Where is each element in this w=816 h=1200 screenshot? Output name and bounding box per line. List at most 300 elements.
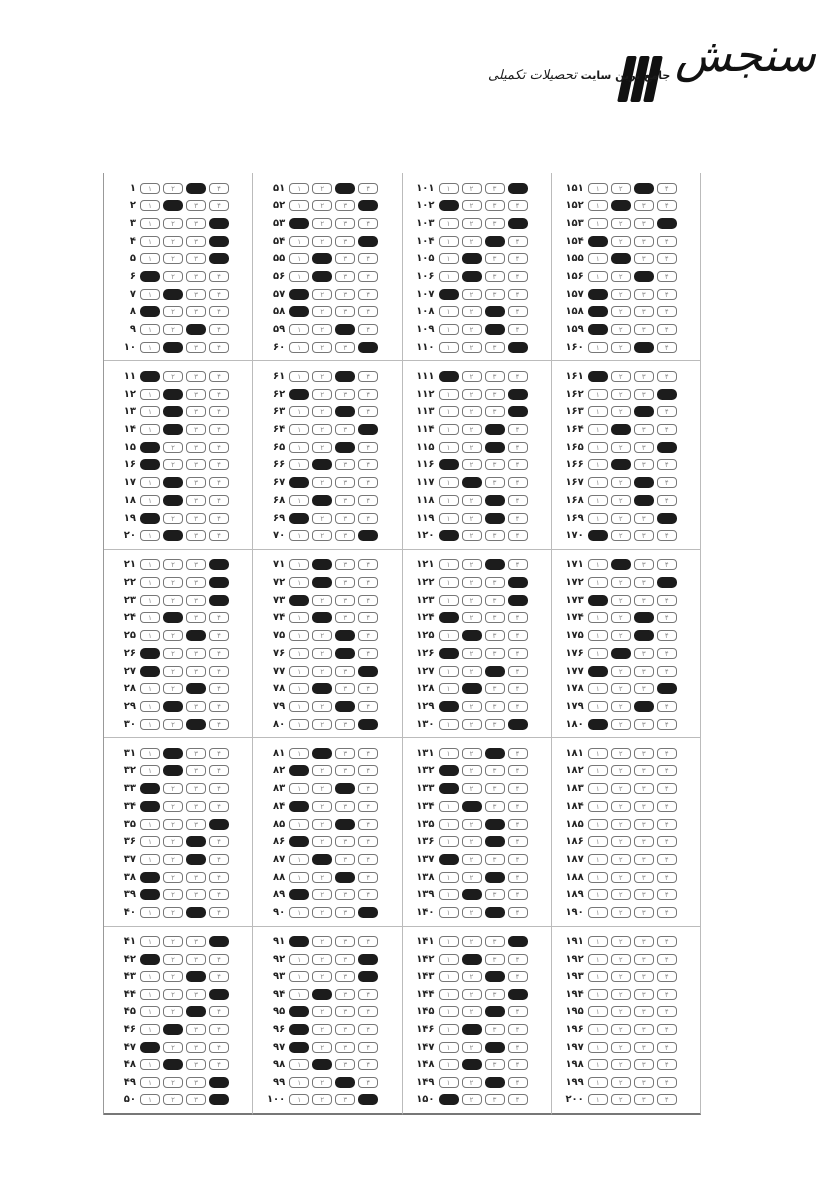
answer-bubble-filled[interactable] bbox=[439, 371, 459, 382]
answer-bubble[interactable]: ۴ bbox=[508, 324, 528, 335]
answer-bubble-filled[interactable] bbox=[508, 989, 528, 1000]
answer-bubble[interactable]: ۱ bbox=[439, 424, 459, 435]
answer-bubble[interactable]: ۴ bbox=[209, 783, 229, 794]
answer-bubble-filled[interactable] bbox=[485, 666, 505, 677]
answer-bubble-filled[interactable] bbox=[358, 666, 378, 677]
answer-bubble[interactable]: ۳ bbox=[186, 954, 206, 965]
answer-bubble[interactable]: ۴ bbox=[508, 872, 528, 883]
answer-bubble[interactable]: ۱ bbox=[439, 1059, 459, 1070]
answer-bubble[interactable]: ۴ bbox=[657, 872, 677, 883]
answer-bubble[interactable]: ۱ bbox=[439, 872, 459, 883]
answer-bubble[interactable]: ۴ bbox=[508, 442, 528, 453]
answer-bubble[interactable]: ۳ bbox=[634, 424, 654, 435]
answer-bubble-filled[interactable] bbox=[508, 406, 528, 417]
answer-bubble-filled[interactable] bbox=[462, 889, 482, 900]
answer-bubble[interactable]: ۱ bbox=[588, 854, 608, 865]
answer-bubble[interactable]: ۲ bbox=[312, 1094, 332, 1105]
answer-bubble[interactable]: ۲ bbox=[611, 324, 631, 335]
answer-bubble[interactable]: ۱ bbox=[289, 971, 309, 982]
answer-bubble[interactable]: ۲ bbox=[312, 342, 332, 353]
answer-bubble-filled[interactable] bbox=[163, 701, 183, 712]
answer-bubble[interactable]: ۴ bbox=[358, 577, 378, 588]
answer-bubble[interactable]: ۲ bbox=[611, 595, 631, 606]
answer-bubble-filled[interactable] bbox=[485, 1077, 505, 1088]
answer-bubble[interactable]: ۴ bbox=[209, 406, 229, 417]
answer-bubble-filled[interactable] bbox=[657, 577, 677, 588]
answer-bubble[interactable]: ۱ bbox=[439, 253, 459, 264]
answer-bubble[interactable]: ۱ bbox=[588, 442, 608, 453]
answer-bubble[interactable]: ۱ bbox=[588, 200, 608, 211]
answer-bubble[interactable]: ۱ bbox=[140, 289, 160, 300]
answer-bubble-filled[interactable] bbox=[186, 719, 206, 730]
answer-bubble[interactable]: ۳ bbox=[485, 889, 505, 900]
answer-bubble[interactable]: ۲ bbox=[462, 1006, 482, 1017]
answer-bubble[interactable]: ۱ bbox=[140, 612, 160, 623]
answer-bubble[interactable]: ۱ bbox=[439, 989, 459, 1000]
answer-bubble-filled[interactable] bbox=[289, 477, 309, 488]
answer-bubble-filled[interactable] bbox=[312, 253, 332, 264]
answer-bubble[interactable]: ۳ bbox=[186, 936, 206, 947]
answer-bubble[interactable]: ۴ bbox=[209, 442, 229, 453]
answer-bubble[interactable]: ۲ bbox=[611, 1042, 631, 1053]
answer-bubble[interactable]: ۴ bbox=[209, 530, 229, 541]
answer-bubble[interactable]: ۳ bbox=[186, 271, 206, 282]
answer-bubble[interactable]: ۳ bbox=[335, 306, 355, 317]
answer-bubble[interactable]: ۴ bbox=[657, 1024, 677, 1035]
answer-bubble-filled[interactable] bbox=[140, 666, 160, 677]
answer-bubble[interactable]: ۴ bbox=[657, 612, 677, 623]
answer-bubble-filled[interactable] bbox=[358, 971, 378, 982]
answer-bubble[interactable]: ۳ bbox=[186, 477, 206, 488]
answer-bubble[interactable]: ۱ bbox=[289, 854, 309, 865]
answer-bubble[interactable]: ۲ bbox=[312, 783, 332, 794]
answer-bubble[interactable]: ۳ bbox=[335, 530, 355, 541]
answer-bubble[interactable]: ۱ bbox=[289, 783, 309, 794]
answer-bubble[interactable]: ۳ bbox=[335, 666, 355, 677]
answer-bubble-filled[interactable] bbox=[634, 701, 654, 712]
answer-bubble[interactable]: ۳ bbox=[485, 1024, 505, 1035]
answer-bubble[interactable]: ۱ bbox=[588, 477, 608, 488]
answer-bubble[interactable]: ۲ bbox=[163, 872, 183, 883]
answer-bubble-filled[interactable] bbox=[335, 783, 355, 794]
answer-bubble[interactable]: ۴ bbox=[508, 765, 528, 776]
answer-bubble[interactable]: ۴ bbox=[209, 971, 229, 982]
answer-bubble[interactable]: ۳ bbox=[335, 271, 355, 282]
answer-bubble[interactable]: ۲ bbox=[462, 530, 482, 541]
answer-bubble[interactable]: ۲ bbox=[611, 1059, 631, 1070]
answer-bubble[interactable]: ۲ bbox=[163, 630, 183, 641]
answer-bubble[interactable]: ۴ bbox=[358, 595, 378, 606]
answer-bubble[interactable]: ۱ bbox=[289, 1094, 309, 1105]
answer-bubble[interactable]: ۴ bbox=[209, 289, 229, 300]
answer-bubble[interactable]: ۳ bbox=[485, 630, 505, 641]
answer-bubble[interactable]: ۳ bbox=[335, 971, 355, 982]
answer-bubble-filled[interactable] bbox=[508, 183, 528, 194]
answer-bubble[interactable]: ۲ bbox=[611, 1077, 631, 1088]
answer-bubble[interactable]: ۳ bbox=[634, 289, 654, 300]
answer-bubble[interactable]: ۳ bbox=[634, 200, 654, 211]
answer-bubble[interactable]: ۱ bbox=[588, 1094, 608, 1105]
answer-bubble[interactable]: ۳ bbox=[335, 1059, 355, 1070]
answer-bubble[interactable]: ۴ bbox=[508, 1094, 528, 1105]
answer-bubble[interactable]: ۴ bbox=[508, 530, 528, 541]
answer-bubble-filled[interactable] bbox=[209, 936, 229, 947]
answer-bubble-filled[interactable] bbox=[462, 271, 482, 282]
answer-bubble-filled[interactable] bbox=[588, 324, 608, 335]
answer-bubble[interactable]: ۴ bbox=[358, 836, 378, 847]
answer-bubble[interactable]: ۱ bbox=[140, 854, 160, 865]
answer-bubble[interactable]: ۴ bbox=[508, 971, 528, 982]
answer-bubble-filled[interactable] bbox=[163, 530, 183, 541]
answer-bubble-filled[interactable] bbox=[140, 271, 160, 282]
answer-bubble[interactable]: ۴ bbox=[657, 719, 677, 730]
answer-bubble[interactable]: ۲ bbox=[462, 559, 482, 570]
answer-bubble[interactable]: ۳ bbox=[186, 1077, 206, 1088]
answer-bubble[interactable]: ۲ bbox=[462, 854, 482, 865]
answer-bubble[interactable]: ۲ bbox=[611, 1094, 631, 1105]
answer-bubble[interactable]: ۲ bbox=[462, 1042, 482, 1053]
answer-bubble[interactable]: ۲ bbox=[312, 530, 332, 541]
answer-bubble-filled[interactable] bbox=[485, 559, 505, 570]
answer-bubble[interactable]: ۲ bbox=[312, 371, 332, 382]
answer-bubble[interactable]: ۱ bbox=[588, 872, 608, 883]
answer-bubble[interactable]: ۲ bbox=[312, 872, 332, 883]
answer-bubble-filled[interactable] bbox=[462, 253, 482, 264]
answer-bubble[interactable]: ۲ bbox=[462, 218, 482, 229]
answer-bubble[interactable]: ۱ bbox=[439, 801, 459, 812]
answer-bubble[interactable]: ۴ bbox=[657, 253, 677, 264]
answer-bubble[interactable]: ۳ bbox=[485, 253, 505, 264]
answer-bubble-filled[interactable] bbox=[358, 342, 378, 353]
answer-bubble[interactable]: ۳ bbox=[634, 1024, 654, 1035]
answer-bubble[interactable]: ۳ bbox=[186, 406, 206, 417]
answer-bubble-filled[interactable] bbox=[163, 200, 183, 211]
answer-bubble[interactable]: ۳ bbox=[634, 971, 654, 982]
answer-bubble-filled[interactable] bbox=[634, 477, 654, 488]
answer-bubble-filled[interactable] bbox=[209, 1077, 229, 1088]
answer-bubble-filled[interactable] bbox=[508, 389, 528, 400]
answer-bubble[interactable]: ۳ bbox=[335, 236, 355, 247]
answer-bubble-filled[interactable] bbox=[439, 701, 459, 712]
answer-bubble[interactable]: ۴ bbox=[657, 530, 677, 541]
answer-bubble[interactable]: ۱ bbox=[289, 748, 309, 759]
answer-bubble[interactable]: ۳ bbox=[335, 889, 355, 900]
answer-bubble-filled[interactable] bbox=[485, 495, 505, 506]
answer-bubble[interactable]: ۲ bbox=[462, 819, 482, 830]
answer-bubble[interactable]: ۳ bbox=[634, 836, 654, 847]
answer-bubble[interactable]: ۲ bbox=[312, 200, 332, 211]
answer-bubble[interactable]: ۳ bbox=[634, 783, 654, 794]
answer-bubble-filled[interactable] bbox=[209, 989, 229, 1000]
answer-bubble[interactable]: ۳ bbox=[335, 1006, 355, 1017]
answer-bubble[interactable]: ۴ bbox=[209, 371, 229, 382]
answer-bubble[interactable]: ۲ bbox=[163, 1042, 183, 1053]
answer-bubble[interactable]: ۲ bbox=[462, 183, 482, 194]
answer-bubble[interactable]: ۴ bbox=[209, 648, 229, 659]
answer-bubble[interactable]: ۱ bbox=[439, 389, 459, 400]
answer-bubble[interactable]: ۱ bbox=[140, 1024, 160, 1035]
answer-bubble[interactable]: ۱ bbox=[439, 1042, 459, 1053]
answer-bubble[interactable]: ۱ bbox=[140, 236, 160, 247]
answer-bubble-filled[interactable] bbox=[209, 253, 229, 264]
answer-bubble[interactable]: ۳ bbox=[186, 748, 206, 759]
answer-bubble[interactable]: ۱ bbox=[289, 612, 309, 623]
answer-bubble[interactable]: ۱ bbox=[588, 907, 608, 918]
answer-bubble[interactable]: ۴ bbox=[657, 819, 677, 830]
answer-bubble[interactable]: ۳ bbox=[186, 306, 206, 317]
answer-bubble[interactable]: ۴ bbox=[657, 595, 677, 606]
answer-bubble[interactable]: ۳ bbox=[634, 989, 654, 1000]
answer-bubble[interactable]: ۱ bbox=[289, 495, 309, 506]
answer-bubble[interactable]: ۴ bbox=[209, 954, 229, 965]
answer-bubble[interactable]: ۱ bbox=[439, 559, 459, 570]
answer-bubble[interactable]: ۲ bbox=[611, 530, 631, 541]
answer-bubble-filled[interactable] bbox=[140, 783, 160, 794]
answer-bubble[interactable]: ۴ bbox=[657, 971, 677, 982]
answer-bubble[interactable]: ۴ bbox=[657, 424, 677, 435]
answer-bubble[interactable]: ۳ bbox=[186, 872, 206, 883]
answer-bubble[interactable]: ۳ bbox=[485, 801, 505, 812]
answer-bubble[interactable]: ۲ bbox=[163, 183, 183, 194]
answer-bubble[interactable]: ۱ bbox=[140, 389, 160, 400]
answer-bubble[interactable]: ۴ bbox=[358, 271, 378, 282]
answer-bubble[interactable]: ۲ bbox=[611, 1006, 631, 1017]
answer-bubble[interactable]: ۲ bbox=[611, 236, 631, 247]
answer-bubble-filled[interactable] bbox=[588, 236, 608, 247]
answer-bubble[interactable]: ۲ bbox=[312, 424, 332, 435]
answer-bubble-filled[interactable] bbox=[140, 513, 160, 524]
answer-bubble[interactable]: ۱ bbox=[140, 836, 160, 847]
answer-bubble[interactable]: ۳ bbox=[485, 530, 505, 541]
answer-bubble[interactable]: ۲ bbox=[611, 748, 631, 759]
answer-bubble[interactable]: ۴ bbox=[358, 872, 378, 883]
answer-bubble[interactable]: ۱ bbox=[140, 989, 160, 1000]
answer-bubble-filled[interactable] bbox=[209, 218, 229, 229]
answer-bubble-filled[interactable] bbox=[439, 612, 459, 623]
answer-bubble[interactable]: ۱ bbox=[289, 719, 309, 730]
answer-bubble-filled[interactable] bbox=[186, 630, 206, 641]
answer-bubble[interactable]: ۴ bbox=[508, 289, 528, 300]
answer-bubble[interactable]: ۲ bbox=[163, 854, 183, 865]
answer-bubble[interactable]: ۱ bbox=[439, 406, 459, 417]
answer-bubble[interactable]: ۱ bbox=[588, 889, 608, 900]
answer-bubble[interactable]: ۳ bbox=[485, 683, 505, 694]
answer-bubble[interactable]: ۱ bbox=[140, 253, 160, 264]
answer-bubble[interactable]: ۳ bbox=[634, 907, 654, 918]
answer-bubble[interactable]: ۲ bbox=[163, 1077, 183, 1088]
answer-bubble[interactable]: ۱ bbox=[140, 1059, 160, 1070]
answer-bubble[interactable]: ۳ bbox=[634, 442, 654, 453]
answer-bubble[interactable]: ۴ bbox=[657, 836, 677, 847]
answer-bubble[interactable]: ۲ bbox=[611, 271, 631, 282]
answer-bubble-filled[interactable] bbox=[611, 424, 631, 435]
answer-bubble[interactable]: ۱ bbox=[439, 577, 459, 588]
answer-bubble[interactable]: ۱ bbox=[439, 1077, 459, 1088]
answer-bubble[interactable]: ۲ bbox=[611, 513, 631, 524]
answer-bubble-filled[interactable] bbox=[335, 406, 355, 417]
answer-bubble-filled[interactable] bbox=[140, 442, 160, 453]
answer-bubble[interactable]: ۱ bbox=[289, 577, 309, 588]
answer-bubble[interactable]: ۲ bbox=[312, 719, 332, 730]
answer-bubble[interactable]: ۱ bbox=[140, 936, 160, 947]
answer-bubble[interactable]: ۱ bbox=[588, 253, 608, 264]
answer-bubble[interactable]: ۳ bbox=[186, 612, 206, 623]
answer-bubble[interactable]: ۲ bbox=[462, 1094, 482, 1105]
answer-bubble[interactable]: ۳ bbox=[485, 936, 505, 947]
answer-bubble[interactable]: ۱ bbox=[588, 765, 608, 776]
answer-bubble-filled[interactable] bbox=[163, 342, 183, 353]
answer-bubble[interactable]: ۳ bbox=[485, 989, 505, 1000]
answer-bubble[interactable]: ۳ bbox=[186, 577, 206, 588]
answer-bubble[interactable]: ۱ bbox=[588, 424, 608, 435]
answer-bubble-filled[interactable] bbox=[611, 253, 631, 264]
answer-bubble[interactable]: ۳ bbox=[634, 371, 654, 382]
answer-bubble[interactable]: ۴ bbox=[358, 218, 378, 229]
answer-bubble[interactable]: ۲ bbox=[163, 666, 183, 677]
answer-bubble[interactable]: ۳ bbox=[335, 495, 355, 506]
answer-bubble[interactable]: ۲ bbox=[312, 648, 332, 659]
answer-bubble[interactable]: ۳ bbox=[186, 342, 206, 353]
answer-bubble[interactable]: ۲ bbox=[163, 271, 183, 282]
answer-bubble[interactable]: ۴ bbox=[358, 612, 378, 623]
answer-bubble[interactable]: ۱ bbox=[588, 989, 608, 1000]
answer-bubble[interactable]: ۲ bbox=[163, 836, 183, 847]
answer-bubble-filled[interactable] bbox=[335, 701, 355, 712]
answer-bubble[interactable]: ۲ bbox=[611, 801, 631, 812]
answer-bubble[interactable]: ۲ bbox=[611, 495, 631, 506]
answer-bubble[interactable]: ۱ bbox=[289, 954, 309, 965]
answer-bubble[interactable]: ۴ bbox=[657, 783, 677, 794]
answer-bubble-filled[interactable] bbox=[634, 342, 654, 353]
answer-bubble[interactable]: ۴ bbox=[508, 236, 528, 247]
answer-bubble[interactable]: ۴ bbox=[358, 1059, 378, 1070]
answer-bubble[interactable]: ۳ bbox=[186, 218, 206, 229]
answer-bubble[interactable]: ۲ bbox=[163, 1006, 183, 1017]
answer-bubble[interactable]: ۴ bbox=[209, 324, 229, 335]
answer-bubble[interactable]: ۳ bbox=[335, 836, 355, 847]
answer-bubble[interactable]: ۱ bbox=[588, 1006, 608, 1017]
answer-bubble[interactable]: ۴ bbox=[209, 389, 229, 400]
answer-bubble[interactable]: ۲ bbox=[312, 406, 332, 417]
answer-bubble-filled[interactable] bbox=[289, 1006, 309, 1017]
answer-bubble[interactable]: ۴ bbox=[358, 289, 378, 300]
answer-bubble-filled[interactable] bbox=[485, 971, 505, 982]
answer-bubble[interactable]: ۱ bbox=[140, 907, 160, 918]
answer-bubble-filled[interactable] bbox=[335, 648, 355, 659]
answer-bubble[interactable]: ۱ bbox=[588, 630, 608, 641]
answer-bubble[interactable]: ۲ bbox=[312, 819, 332, 830]
answer-bubble-filled[interactable] bbox=[312, 459, 332, 470]
answer-bubble-filled[interactable] bbox=[289, 836, 309, 847]
answer-bubble[interactable]: ۱ bbox=[588, 342, 608, 353]
answer-bubble[interactable]: ۲ bbox=[611, 666, 631, 677]
answer-bubble[interactable]: ۱ bbox=[588, 577, 608, 588]
answer-bubble[interactable]: ۱ bbox=[439, 495, 459, 506]
answer-bubble[interactable]: ۲ bbox=[163, 513, 183, 524]
answer-bubble[interactable]: ۳ bbox=[634, 1059, 654, 1070]
answer-bubble[interactable]: ۲ bbox=[312, 630, 332, 641]
answer-bubble[interactable]: ۴ bbox=[209, 748, 229, 759]
answer-bubble[interactable]: ۲ bbox=[312, 936, 332, 947]
answer-bubble[interactable]: ۴ bbox=[657, 1042, 677, 1053]
answer-bubble[interactable]: ۱ bbox=[588, 1077, 608, 1088]
answer-bubble-filled[interactable] bbox=[140, 889, 160, 900]
answer-bubble[interactable]: ۴ bbox=[209, 513, 229, 524]
answer-bubble-filled[interactable] bbox=[209, 236, 229, 247]
answer-bubble[interactable]: ۳ bbox=[335, 477, 355, 488]
answer-bubble[interactable]: ۴ bbox=[508, 271, 528, 282]
answer-bubble[interactable]: ۳ bbox=[485, 342, 505, 353]
answer-bubble[interactable]: ۴ bbox=[508, 495, 528, 506]
answer-bubble[interactable]: ۲ bbox=[611, 872, 631, 883]
answer-bubble[interactable]: ۲ bbox=[312, 701, 332, 712]
answer-bubble[interactable]: ۱ bbox=[140, 595, 160, 606]
answer-bubble[interactable]: ۳ bbox=[335, 801, 355, 812]
answer-bubble[interactable]: ۱ bbox=[289, 324, 309, 335]
answer-bubble-filled[interactable] bbox=[186, 854, 206, 865]
answer-bubble-filled[interactable] bbox=[312, 271, 332, 282]
answer-bubble-filled[interactable] bbox=[163, 389, 183, 400]
answer-bubble[interactable]: ۲ bbox=[163, 559, 183, 570]
answer-bubble[interactable]: ۳ bbox=[335, 954, 355, 965]
answer-bubble[interactable]: ۴ bbox=[657, 889, 677, 900]
answer-bubble-filled[interactable] bbox=[358, 719, 378, 730]
answer-bubble-filled[interactable] bbox=[335, 872, 355, 883]
answer-bubble[interactable]: ۲ bbox=[611, 342, 631, 353]
answer-bubble[interactable]: ۴ bbox=[508, 666, 528, 677]
answer-bubble[interactable]: ۲ bbox=[611, 683, 631, 694]
answer-bubble-filled[interactable] bbox=[140, 1042, 160, 1053]
answer-bubble[interactable]: ۳ bbox=[186, 459, 206, 470]
answer-bubble-filled[interactable] bbox=[634, 630, 654, 641]
answer-bubble[interactable]: ۳ bbox=[485, 200, 505, 211]
answer-bubble[interactable]: ۲ bbox=[611, 389, 631, 400]
answer-bubble-filled[interactable] bbox=[588, 306, 608, 317]
answer-bubble[interactable]: ۲ bbox=[163, 819, 183, 830]
answer-bubble[interactable]: ۴ bbox=[209, 1024, 229, 1035]
answer-bubble[interactable]: ۲ bbox=[312, 1024, 332, 1035]
answer-bubble[interactable]: ۲ bbox=[312, 1077, 332, 1088]
answer-bubble[interactable]: ۳ bbox=[634, 306, 654, 317]
answer-bubble[interactable]: ۴ bbox=[358, 495, 378, 506]
answer-bubble[interactable]: ۳ bbox=[634, 1006, 654, 1017]
answer-bubble[interactable]: ۲ bbox=[163, 954, 183, 965]
answer-bubble[interactable]: ۳ bbox=[634, 936, 654, 947]
answer-bubble[interactable]: ۳ bbox=[634, 819, 654, 830]
answer-bubble-filled[interactable] bbox=[163, 424, 183, 435]
answer-bubble[interactable]: ۴ bbox=[358, 801, 378, 812]
answer-bubble-filled[interactable] bbox=[312, 612, 332, 623]
answer-bubble[interactable]: ۴ bbox=[209, 801, 229, 812]
answer-bubble[interactable]: ۱ bbox=[140, 218, 160, 229]
answer-bubble[interactable]: ۱ bbox=[588, 783, 608, 794]
answer-bubble[interactable]: ۲ bbox=[163, 253, 183, 264]
answer-bubble[interactable]: ۱ bbox=[588, 971, 608, 982]
answer-bubble-filled[interactable] bbox=[485, 513, 505, 524]
answer-bubble[interactable]: ۳ bbox=[335, 907, 355, 918]
answer-bubble[interactable]: ۳ bbox=[335, 1024, 355, 1035]
answer-bubble[interactable]: ۲ bbox=[611, 889, 631, 900]
answer-bubble[interactable]: ۲ bbox=[462, 424, 482, 435]
answer-bubble-filled[interactable] bbox=[163, 765, 183, 776]
answer-bubble[interactable]: ۳ bbox=[634, 530, 654, 541]
answer-bubble[interactable]: ۴ bbox=[508, 1077, 528, 1088]
answer-bubble-filled[interactable] bbox=[439, 530, 459, 541]
answer-bubble[interactable]: ۱ bbox=[439, 666, 459, 677]
answer-bubble[interactable]: ۱ bbox=[140, 719, 160, 730]
answer-bubble-filled[interactable] bbox=[312, 559, 332, 570]
answer-bubble[interactable]: ۱ bbox=[588, 683, 608, 694]
